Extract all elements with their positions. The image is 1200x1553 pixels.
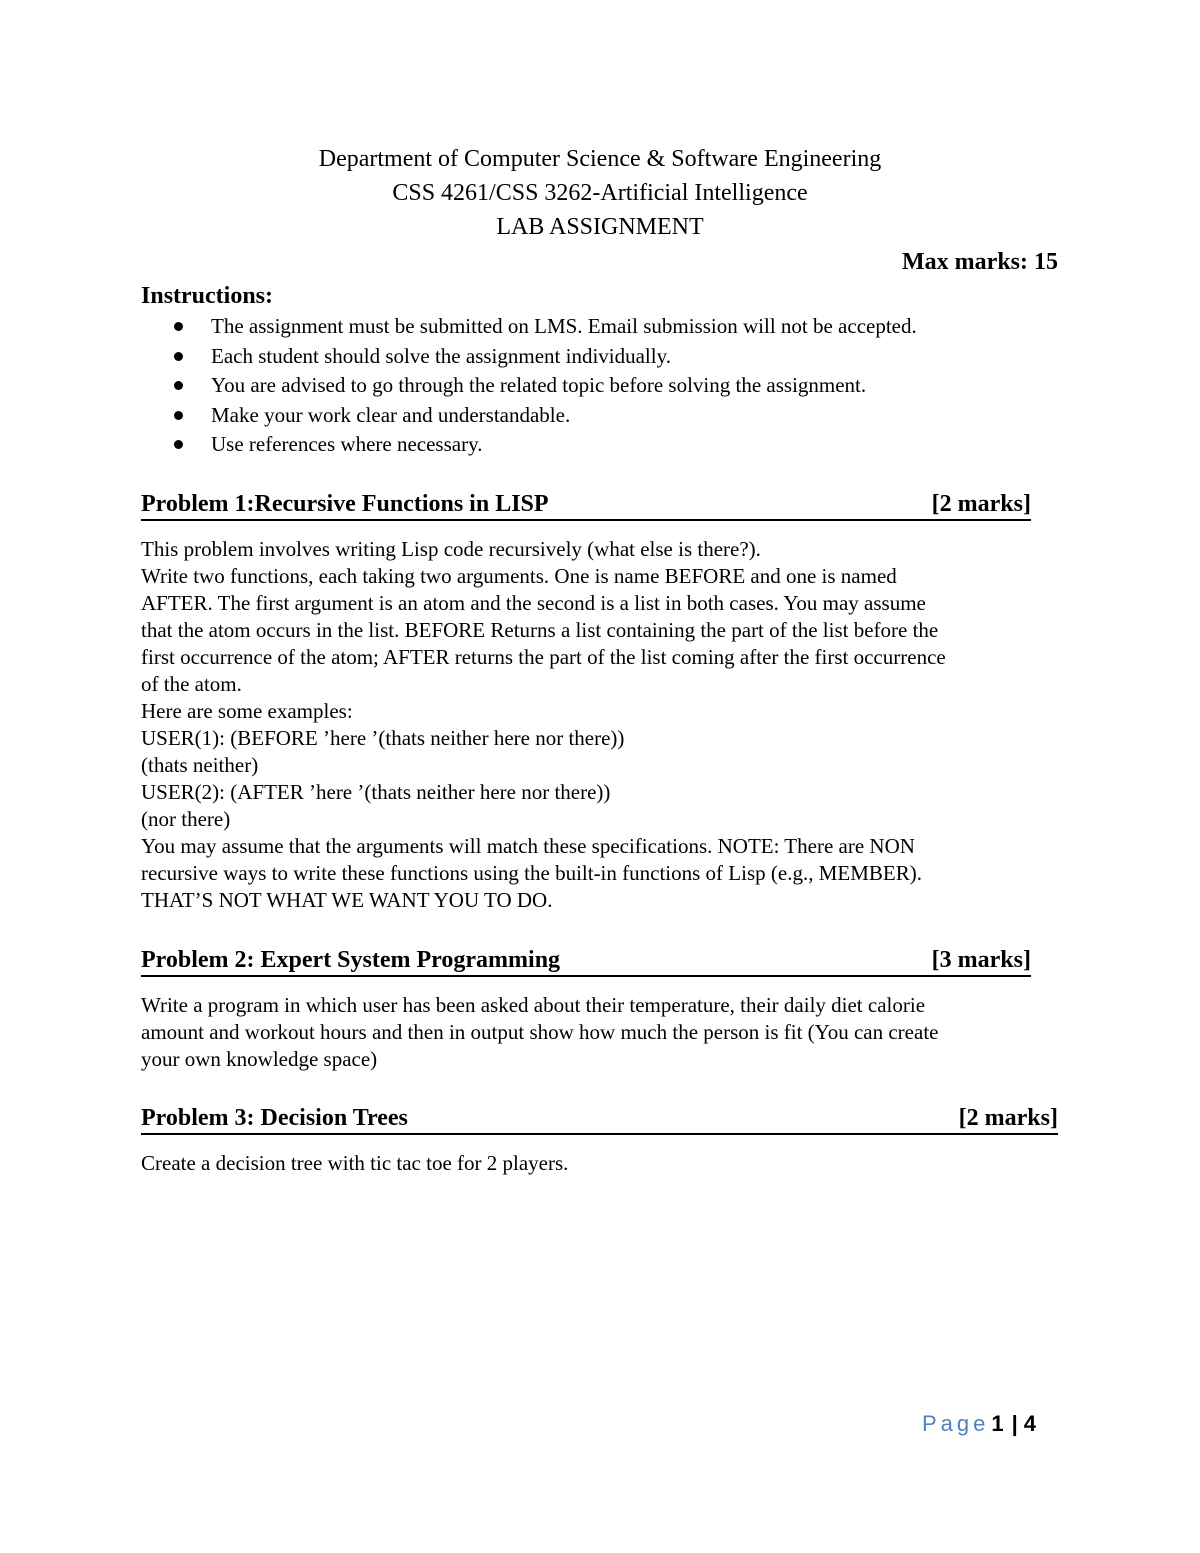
problem-3-body	[141, 1150, 1061, 1177]
body-line: Write two functions, each taking two arguments. One is name BEFORE and one is named	[141, 564, 897, 588]
bullet-icon	[174, 440, 183, 449]
problem-2-marks: [3 marks]	[931, 947, 1031, 973]
body-line: your own knowledge space)	[141, 1047, 378, 1071]
list-item: Each student should solve the assignment individually.	[172, 342, 917, 372]
total-pages: 4	[1023, 1411, 1036, 1436]
problem-3-marks: [2 marks]	[958, 1105, 1058, 1131]
problem-3-title: Problem 3: Decision Trees	[141, 1105, 408, 1131]
bullet-icon	[174, 322, 183, 331]
instructions-list	[172, 312, 917, 460]
body-line: You may assume that the arguments will match these specifications. NOTE: There are NON	[141, 834, 915, 858]
bullet-icon	[174, 352, 183, 361]
body-line: (thats neither)	[141, 753, 259, 777]
list-item: Make your work clear and understandable.	[172, 401, 917, 431]
problem-3-heading	[141, 1103, 1058, 1135]
course-title: CSS 4261/CSS 3262-Artificial Intelligence	[392, 180, 808, 206]
max-marks: Max marks: 15	[902, 249, 1058, 275]
instructions-heading: Instructions:	[141, 283, 274, 309]
body-line: recursive ways to write these functions using the built-in functions of Lisp (e.g., MEMBER).	[141, 861, 922, 885]
document-type: LAB ASSIGNMENT	[496, 214, 704, 240]
problem-2-body	[141, 992, 1061, 1073]
page-separator: |	[1011, 1411, 1018, 1436]
body-line: that the atom occurs in the list. BEFORE Returns a list containing the part of the list before the	[141, 618, 939, 642]
problem-1-title: Problem 1:Recursive Functions in LISP	[141, 491, 549, 517]
document-header	[0, 142, 1200, 244]
body-line: Here are some examples:	[141, 699, 353, 723]
bullet-icon	[174, 381, 183, 390]
problem-1-marks: [2 marks]	[931, 491, 1031, 517]
body-line: Write a program in which user has been asked about their temperature, their daily diet calorie	[141, 993, 926, 1017]
bullet-icon	[174, 411, 183, 420]
department-name: Department of Computer Science & Software Engineering	[318, 146, 882, 172]
body-line: Create a decision tree with tic tac toe for 2 players.	[141, 1151, 569, 1175]
problem-1-body	[141, 536, 1061, 914]
body-line: This problem involves writing Lisp code recursively (what else is there?).	[141, 537, 761, 561]
problem-2-title: Problem 2: Expert System Programming	[141, 947, 561, 973]
list-item: You are advised to go through the related topic before solving the assignment.	[172, 371, 917, 401]
page-label: Page	[921, 1411, 990, 1436]
body-line: amount and workout hours and then in output show how much the person is fit (You can create	[141, 1020, 939, 1044]
problem-1-heading	[141, 489, 1031, 521]
body-line: (nor there)	[141, 807, 231, 831]
page-footer	[922, 1408, 1036, 1440]
list-item: The assignment must be submitted on LMS. Email submission will not be accepted.	[172, 312, 917, 342]
body-line: THAT’S NOT WHAT WE WANT YOU TO DO.	[141, 888, 553, 912]
list-item: Use references where necessary.	[172, 430, 917, 460]
body-line: USER(1): (BEFORE ’here ’(thats neither here nor there))	[141, 726, 625, 750]
body-line: first occurrence of the atom; AFTER returns the part of the list coming after the first occurrence	[141, 645, 946, 669]
page-number: 1	[991, 1411, 1004, 1436]
problem-2-heading	[141, 945, 1031, 977]
body-line: AFTER. The first argument is an atom and the second is a list in both cases. You may assume	[141, 591, 926, 615]
body-line: of the atom.	[141, 672, 242, 696]
body-line: USER(2): (AFTER ’here ’(thats neither here nor there))	[141, 780, 611, 804]
